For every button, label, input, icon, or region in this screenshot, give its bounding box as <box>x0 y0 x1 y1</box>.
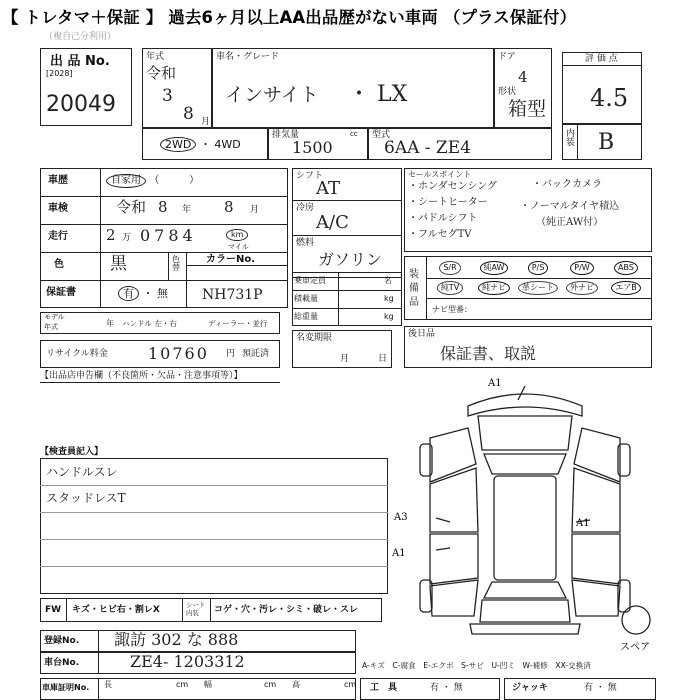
color-change-label: 色替 <box>172 255 180 272</box>
year-value: 3 <box>162 86 173 106</box>
equipment-item: エアB <box>604 281 648 295</box>
lot-tag: [2028] <box>46 69 73 78</box>
dimension-item: 幅 <box>204 680 212 689</box>
post-note-value: 保証書、取説 <box>440 344 537 363</box>
mileage-man: 2 <box>106 226 116 244</box>
sales-item-3: ・シートヒーター <box>408 197 488 208</box>
model-year-label1: モデル <box>44 313 65 321</box>
score-label: 評 価 点 <box>585 54 618 64</box>
dimension-item: 高 <box>292 680 300 689</box>
color-no-label: カラーNo. <box>206 254 256 265</box>
navi-type-label: ナビ型番： <box>432 305 472 314</box>
mark-right: A1 <box>576 518 590 529</box>
gross-unit: kg <box>384 312 394 321</box>
warranty-options: 有 ・ 無 <box>118 286 168 301</box>
chassis-value: ZE4- 1203312 <box>130 652 245 671</box>
hood <box>478 416 572 450</box>
inspector-line-1: ハンドルスレ <box>46 465 118 479</box>
equipment-item: P/S <box>516 261 560 275</box>
mark-top: A1 <box>488 378 502 389</box>
windshield <box>484 454 566 474</box>
chassis-label: 車台No. <box>44 658 80 668</box>
lot-label: 出 品 No. <box>50 54 110 69</box>
type-label: 型式 <box>372 130 391 140</box>
inspection-month: 8 <box>224 198 234 216</box>
capacity-unit: 名 <box>384 276 392 285</box>
name-change-label: 名変期限 <box>296 333 333 343</box>
load-label: 積載量 <box>294 294 318 303</box>
left-front-door <box>430 468 478 532</box>
jack-options: 有 ・ 無 <box>584 683 617 693</box>
shape-value: 箱型 <box>508 98 547 120</box>
seat-items: コゲ・穴・汚レ・シミ・破レ・スレ <box>214 605 359 615</box>
color-label: 色 <box>54 259 64 270</box>
shift-label: シフト <box>296 171 324 181</box>
gross-label: 総重量 <box>294 312 318 321</box>
left-front-fender <box>430 428 476 482</box>
mark-left-1: A3 <box>394 512 408 523</box>
sales-item-4: ・ノーマルタイヤ積込 <box>520 201 620 212</box>
dimension-item: 長 <box>104 680 112 689</box>
model-dealer: ディーラー・並行 <box>208 319 268 328</box>
inspection-month-unit: 月 <box>250 205 260 215</box>
sales-item-1: ・ホンダセンシング <box>408 181 497 192</box>
seat-label: シート内装 <box>186 601 206 617</box>
inspector-label: 【検査員記入】 <box>40 447 104 457</box>
year-month-unit: 月 <box>201 117 211 127</box>
fw-label: FW <box>45 605 62 615</box>
right-rear-door <box>572 534 620 584</box>
rear-window <box>484 582 566 598</box>
door-label: ドア <box>498 52 516 62</box>
spare-tire <box>622 606 650 634</box>
aircon-label: 冷房 <box>296 203 315 213</box>
car-damage-diagram <box>390 372 660 653</box>
history-label: 車歴 <box>48 175 68 186</box>
recycle-note: 預託済 <box>242 349 270 359</box>
drive-2wd: 2WD <box>160 137 196 152</box>
mileage-label: 走行 <box>48 231 68 242</box>
fuel-value: ガソリン <box>318 250 383 269</box>
drive-options: 2WD ・ 4WD <box>160 137 241 152</box>
registration-value: 諏訪 302 な 888 <box>114 630 239 649</box>
name-change-day: 日 <box>378 354 388 364</box>
exhibitor-label: 【出品店申告欄（不良箇所・欠品・注意事項等）】 <box>40 371 243 381</box>
year-month: 8 <box>183 104 194 124</box>
registration-label: 登録No. <box>44 636 80 646</box>
model-year-label2: 年式 <box>44 323 58 331</box>
car-name: インサイト <box>225 84 319 106</box>
damage-legend: A-キズ C-腐食 E-エクボ S-サビ U-凹ミ W-補修 XX-交換済 <box>362 661 591 670</box>
left-rear-fender <box>430 580 478 616</box>
equipment-item: 外ナビ <box>560 281 604 295</box>
year-era: 令和 <box>146 64 177 82</box>
sales-item-6: ・パドルシフト <box>408 213 478 224</box>
equipment-item: 純AW <box>472 261 516 275</box>
banner-title: 【 トレタマ＋保証 】 過去6ヶ月以上AA出品歴がない車両 （プラス保証付） <box>2 8 577 27</box>
right-rear-fender <box>572 580 620 616</box>
roof <box>494 476 556 580</box>
front-bumper <box>468 394 582 416</box>
sales-item-5: （純正AW付） <box>536 217 604 228</box>
jack-label: ジャッキ <box>512 683 548 693</box>
dimension-item: cm <box>264 680 277 689</box>
inspector-line-2: スタッドレスT <box>46 491 126 505</box>
color-value: 黒 <box>110 254 127 274</box>
year-label: 年式 <box>146 52 165 62</box>
model-handle: ハンドル 左・右 <box>122 319 177 328</box>
equipment-item: ABS <box>604 261 648 275</box>
mileage-value: 0784 <box>140 226 197 245</box>
recycle-value: 10760 <box>148 344 209 363</box>
post-note-label: 後日品 <box>408 329 436 339</box>
mark-left-2: A1 <box>392 548 406 559</box>
tools-options: 有 ・ 無 <box>430 683 463 693</box>
load-unit: kg <box>384 294 394 303</box>
rear-bumper <box>470 624 580 634</box>
score-value: 4.5 <box>590 84 629 112</box>
dimension-item: cm <box>344 680 357 689</box>
right-front-fender <box>574 428 620 482</box>
door-value: 4 <box>518 68 528 86</box>
displacement-value: 1500 <box>292 138 333 157</box>
displacement-label: 排気量 <box>272 130 300 140</box>
recycle-label: リサイクル料金 <box>46 349 108 359</box>
trunk <box>480 600 570 622</box>
displacement-unit: cc <box>350 130 358 138</box>
car-grade: ・ LX <box>348 82 408 107</box>
equipment-item: 純ナビ <box>472 281 516 295</box>
mileage-man-unit: 万 <box>122 233 132 243</box>
sales-item-7: ・フルセグTV <box>408 229 472 240</box>
warranty-label: 保証書 <box>46 287 76 298</box>
spare-label: スペア <box>620 642 650 653</box>
sales-label: セールスポイント <box>408 170 472 179</box>
mileage-mile: マイル <box>228 243 249 251</box>
equipment-item: 革シート <box>516 281 560 295</box>
color-no-value: NH731P <box>202 287 263 303</box>
shift-value: AT <box>316 178 341 199</box>
name-change-month: 月 <box>340 354 350 364</box>
equipment-item: 純TV <box>428 281 472 295</box>
faint-header: （複自己分利用） <box>44 32 117 42</box>
recycle-unit: 円 <box>226 349 236 359</box>
aircon-value: A/C <box>316 212 349 233</box>
equipment-item: P/W <box>560 261 604 275</box>
tools-label: 工 具 <box>370 683 398 693</box>
lot-number: 20049 <box>46 92 116 117</box>
inspection-label: 車検 <box>48 203 68 214</box>
model-year-unit: 年 <box>106 319 114 328</box>
dimension-item: cm <box>176 680 189 689</box>
inspection-year-unit: 年 <box>182 205 192 215</box>
dimension-label: 車庫証明No. <box>42 683 90 692</box>
fuel-label: 燃料 <box>296 238 315 248</box>
shape-label: 形状 <box>498 87 517 97</box>
interior-value: B <box>598 130 615 155</box>
equipment-item: S/R <box>428 261 472 275</box>
capacity-label: 乗車定員 <box>294 276 326 285</box>
inspection-year: 8 <box>158 198 168 216</box>
history-value: 自家用 （ ） <box>106 174 199 188</box>
inspection-era: 令和 <box>116 198 147 216</box>
fw-items: キズ・ヒビ右・割レX <box>72 605 160 615</box>
mileage-km: km <box>226 229 248 241</box>
drive-4wd: 4WD <box>214 138 241 151</box>
interior-label: 内装 <box>566 129 576 148</box>
left-rear-door <box>430 534 478 584</box>
sales-item-2: ・バックカメラ <box>532 179 602 190</box>
name-label: 車名・グレード <box>216 52 280 62</box>
type-value: 6AA - ZE4 <box>384 138 471 158</box>
equipment-label: 装備品 <box>409 269 419 308</box>
